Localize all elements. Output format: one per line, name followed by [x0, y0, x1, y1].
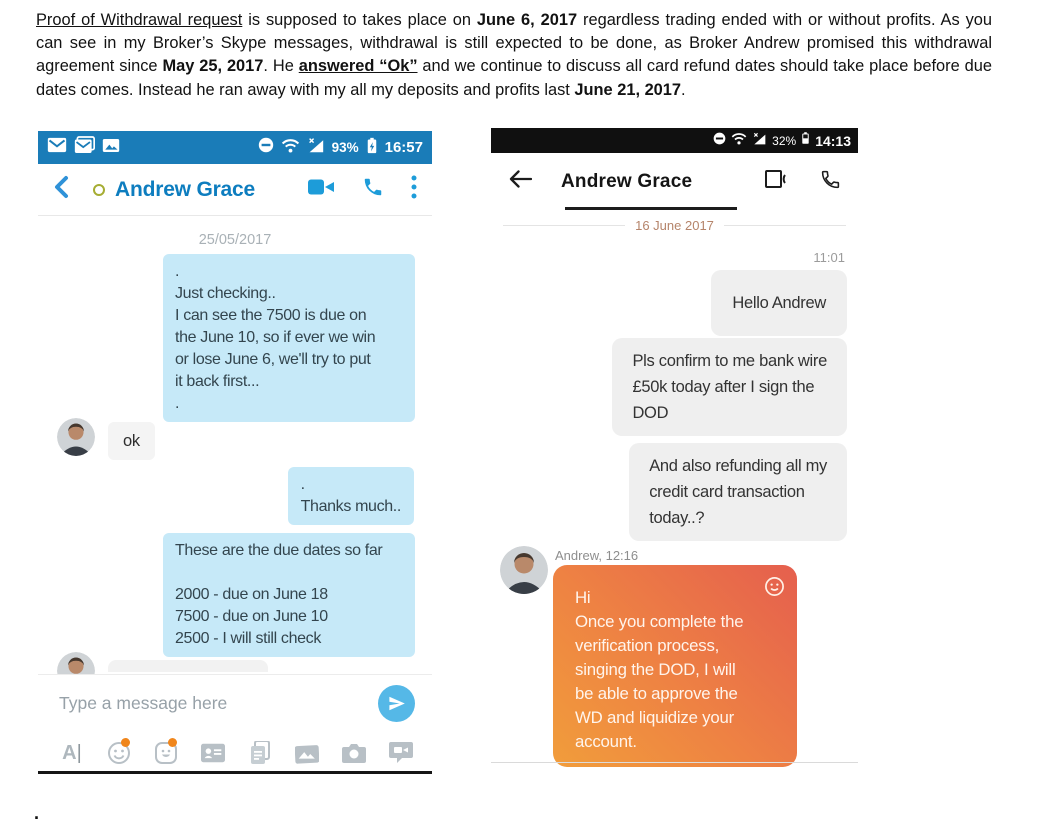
- notification-dot: [121, 738, 130, 747]
- moji-icon[interactable]: [154, 741, 178, 765]
- message-line: 2000 - due on June 18: [175, 586, 328, 603]
- voice-call-icon[interactable]: [362, 176, 384, 203]
- avatar: [500, 546, 548, 594]
- message-line: £50k today after I sign the: [632, 378, 815, 396]
- divider-line: [724, 225, 846, 226]
- intro-seg-underlined: Proof of Withdrawal request: [36, 11, 243, 29]
- emoticon-icon[interactable]: [107, 741, 131, 765]
- photo-icon: [102, 138, 120, 158]
- message-composer: [38, 674, 432, 774]
- messenger-header: [491, 153, 858, 210]
- outgoing-message: [629, 443, 847, 541]
- footnote-mark: .: [34, 803, 40, 823]
- outgoing-message: [288, 467, 414, 525]
- send-icon: [387, 694, 406, 713]
- message-line: These are the due dates so far: [175, 542, 383, 559]
- dnd-icon: [258, 137, 274, 158]
- file-icon[interactable]: [248, 741, 272, 765]
- notification-dot: [168, 738, 177, 747]
- back-chevron-icon[interactable]: [53, 175, 69, 204]
- intro-seg-bold: June 21, 2017: [574, 80, 682, 99]
- message-line: 7500 - due on June 10: [175, 608, 328, 625]
- sender-timestamp: Andrew, 12:16: [555, 548, 639, 563]
- presence-ring-icon: [93, 184, 105, 196]
- message-line: Thanks much..: [300, 498, 401, 515]
- date-header: 25/05/2017: [198, 232, 272, 248]
- messenger-status-bar: [491, 128, 858, 153]
- message-line: Hello Andrew: [732, 294, 826, 312]
- messenger-header-actions: [765, 169, 841, 195]
- photo-share-icon[interactable]: [295, 741, 319, 765]
- outgoing-message: [711, 270, 847, 336]
- back-arrow-icon[interactable]: [508, 169, 532, 194]
- incoming-message: [108, 422, 155, 460]
- video-message-icon[interactable]: [389, 741, 413, 765]
- message-line: [175, 562, 403, 584]
- message-line: account.: [575, 732, 637, 751]
- send-button[interactable]: [378, 685, 415, 722]
- message-line: ok: [123, 432, 140, 450]
- gmail-stack-icon: [74, 136, 95, 159]
- message-line: credit card transaction: [649, 483, 805, 501]
- message-line: 2500 - I will still check: [175, 630, 321, 647]
- skype-screenshot: [38, 131, 432, 777]
- avatar: [57, 418, 95, 456]
- message-line: today..?: [649, 509, 705, 527]
- camera-icon[interactable]: [342, 741, 366, 765]
- contact-card-icon[interactable]: [201, 741, 225, 765]
- message-line: And also refunding all my: [649, 457, 827, 475]
- status-clock: 16:57: [384, 139, 423, 156]
- message-line: the June 10, so if ever we win: [175, 329, 376, 346]
- skype-header-actions: [308, 175, 417, 204]
- battery-percent: 32%: [772, 133, 797, 148]
- message-line: or lose June 6, we'll try to put: [175, 351, 371, 368]
- cell-signal-icon: [752, 132, 767, 150]
- battery-charging-icon: [366, 137, 378, 159]
- time-label: 11:01: [813, 250, 845, 265]
- outgoing-message: [612, 338, 847, 436]
- clipped-incoming-bubble: [108, 660, 268, 672]
- battery-percent: 93%: [331, 140, 359, 155]
- intro-seg-bold: June 6, 2017: [476, 11, 578, 29]
- message-line: it back first...: [175, 373, 260, 390]
- message-line: be able to approve the: [575, 684, 738, 703]
- contact-name[interactable]: Andrew Grace: [115, 177, 255, 201]
- composer-toolbar: [60, 735, 432, 771]
- wifi-icon: [281, 138, 300, 158]
- skype-header: [38, 164, 432, 215]
- message-line: Just checking..: [175, 285, 276, 302]
- screenshot-bottom-divider: [491, 762, 858, 763]
- message-line: singing the DOD, I will: [575, 660, 736, 679]
- divider-line: [503, 225, 625, 226]
- message-line: I can see the 7500 is due on: [175, 307, 367, 324]
- video-call-icon[interactable]: [308, 178, 335, 201]
- text-format-icon[interactable]: A|: [62, 741, 82, 764]
- contact-name[interactable]: Andrew Grace: [561, 170, 693, 192]
- intro-paragraph: [36, 9, 992, 102]
- intro-seg: .: [681, 80, 686, 99]
- messenger-screenshot: [491, 128, 858, 770]
- screenshot-bottom-border: [38, 771, 432, 774]
- skype-chat-area: [38, 216, 432, 672]
- cell-signal-icon: [307, 137, 325, 158]
- video-call-icon[interactable]: [765, 170, 791, 193]
- message-input[interactable]: Type a message here: [59, 693, 228, 713]
- message-line: Once you complete the: [575, 612, 744, 631]
- message-line: DOD: [632, 404, 669, 422]
- outgoing-message: [163, 533, 415, 657]
- kebab-menu-icon[interactable]: [411, 175, 417, 204]
- message-line: verification process,: [575, 636, 720, 655]
- dnd-icon: [713, 132, 726, 150]
- voice-call-icon[interactable]: [820, 169, 841, 195]
- messenger-chat-area: [491, 210, 858, 766]
- intro-seg: and we continue to discuss all card refund dates should take place before due dates comes. Instead he ran away with my all my deposits and profits last: [36, 57, 992, 99]
- message-line: WD and liquidize your: [575, 708, 735, 727]
- gmail-icon: [47, 137, 67, 158]
- intro-seg: . He: [263, 57, 299, 76]
- message-line: .: [300, 476, 305, 493]
- wifi-icon: [731, 132, 747, 150]
- smiley-icon: [764, 576, 785, 604]
- incoming-message-orange: [553, 565, 797, 767]
- message-line: .: [175, 395, 180, 412]
- date-header: 16 June 2017: [635, 218, 714, 233]
- intro-seg-bold-underlined: answered “Ok”: [298, 57, 418, 76]
- intro-seg: is supposed to takes place on: [242, 11, 477, 29]
- message-line: .: [175, 263, 180, 280]
- message-line: Hi: [575, 588, 591, 607]
- status-clock: 14:13: [815, 132, 851, 149]
- skype-status-bar: [38, 131, 432, 164]
- date-divider: [491, 218, 858, 233]
- outgoing-message: [163, 254, 415, 422]
- intro-seg: regardless trading ended with or without profits. As you can see in my Broker’s Skype messages, withdrawal is still expected to be done, as Broker Andrew promised this withdrawal agreement since: [36, 11, 993, 76]
- battery-icon: [801, 131, 810, 150]
- message-line: Pls confirm to me bank wire: [632, 352, 827, 370]
- intro-seg-bold: May 25, 2017: [162, 57, 264, 76]
